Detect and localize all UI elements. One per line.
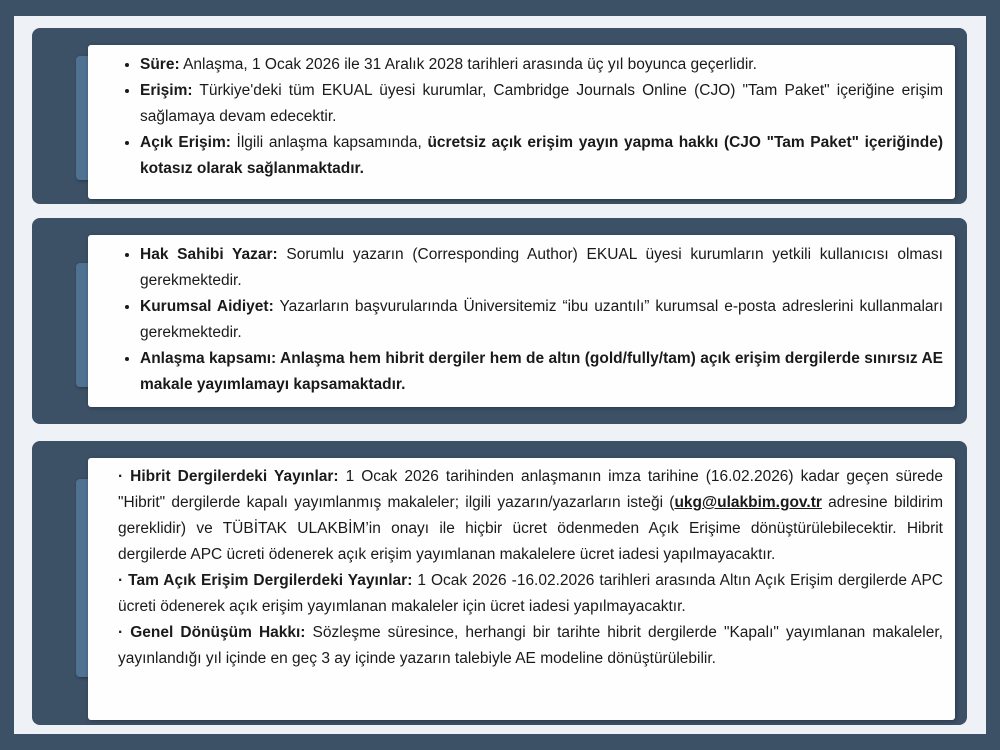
content-box [88,45,955,199]
item-text: Anlaşma, 1 Ocak 2026 ile 31 Aralık 2028 tarihleri arasında üç yıl boyunca geçerlidir. [179,56,757,73]
item-text: 1 Ocak 2026 -16.02.2026 tarihleri arasında Altın Açık Erişim dergilerde APC ücreti ödenerek açık erişim yayımlanan makaleler için ücret iadesi yapılmayacaktır. [118,572,943,615]
item-text: Sözleşme süresince, herhangi bir tarihte hibrit dergilerde "Kapalı" yayımlanan makaleler, yayınlandığı yıl içinde en geç 3 ay içinde yazarın talebiyle AE modeline dönüştürülebilir. [118,624,943,667]
content-box [88,458,955,720]
item-text: adresine bildirim gereklidir) ve TÜBİTAK ULAKBİM’in onayı ile hiçbir ücret ödenmeden Açık Erişime dönüştürülebilecektir. Hibrit dergilerde APC ücreti ödenerek açık erişim yayımlanan makalelere ücret iadesi yapılmayacaktır. [118,494,943,563]
item-label: Açık Erişim: [140,134,231,151]
item-label: Hak Sahibi Yazar: [140,246,278,263]
item-label: Anlaşma kapsamı: Anlaşma hem hibrit dergiler hem de altın (gold/fully/tam) açık erişim dergilerde sınırsız AE makale yayımlamayı kapsamaktadır. [140,350,943,393]
item-bold-text: ücretsiz açık erişim yayın yapma hakkı (CJO "Tam Paket" içeriğinde) kotasız olarak sağlanmaktadır. [140,134,943,177]
panel-publications [32,441,967,725]
list-item-corresponding-author [140,242,943,294]
item-text: İlgili anlaşma kapsamında, [230,134,428,151]
panel-agreement-terms [32,28,967,204]
list-item-open-access [140,130,943,182]
page [14,16,986,734]
paragraph-gold-oa [118,568,943,620]
paragraph-hybrid [118,464,943,568]
bullet-list [88,45,955,182]
item-label: · Hibrit Dergilerdeki Yayınlar: [118,468,339,485]
email-link[interactable]: ukg@ulakbim.gov.tr [674,494,822,511]
list-item-affiliation [140,294,943,346]
item-label: Süre: [140,56,180,73]
item-text: Sorumlu yazarın (Corresponding Author) EKUAL üyesi kurumların yetkili kullanıcısı olması gerekmektedir. [140,246,943,289]
item-label: Kurumsal Aidiyet: [140,298,274,315]
bullet-list [88,235,955,398]
list-item-access [140,78,943,130]
list-item-duration [140,52,943,78]
paragraph-conversion [118,620,943,672]
item-label: · Genel Dönüşüm Hakkı: [118,624,306,641]
list-item-scope [140,346,943,398]
item-text: 1 Ocak 2026 tarihinden anlaşmanın imza tarihine (16.02.2026) kadar geçen sürede "Hibrit" dergilerde kapalı yayımlanmış makaleler; ilgili yazarın/yazarların isteği ( [118,468,944,511]
item-label: · Tam Açık Erişim Dergilerdeki Yayınlar: [118,572,413,589]
content-box [88,235,955,407]
item-text: Yazarların başvurularında Üniversitemiz “ibu uzantılı” kurumsal e-posta adreslerini kullanmaları gerekmektedir. [140,298,944,341]
item-text: Türkiye'deki tüm EKUAL üyesi kurumlar, Cambridge Journals Online (CJO) "Tam Paket" içeriğine erişim sağlamaya devam edecektir. [140,82,943,125]
panel-author-requirements [32,218,967,424]
item-label: Erişim: [140,82,193,99]
